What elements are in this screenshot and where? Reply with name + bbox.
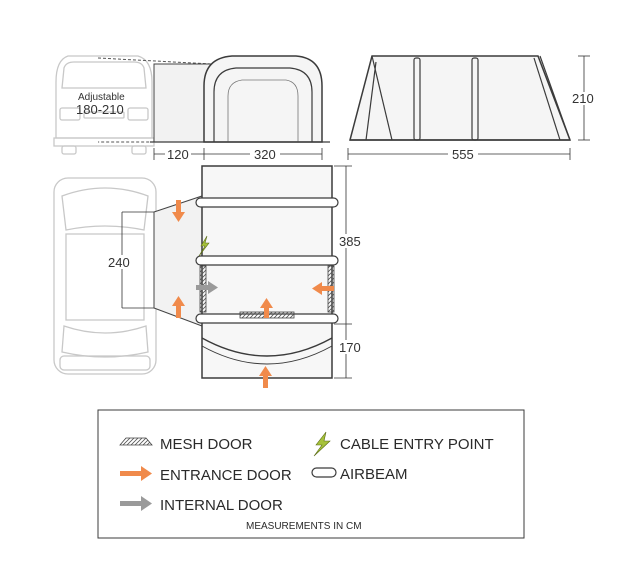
dim-120-label: 120: [167, 147, 189, 162]
plan-view: [54, 166, 364, 388]
dim-385-label: 385: [339, 234, 361, 249]
dim-555-label: 555: [452, 147, 474, 162]
legend-mesh-door: MESH DOOR: [160, 436, 253, 453]
legend-note: MEASUREMENTS IN CM: [246, 521, 362, 532]
van-top: [54, 178, 156, 374]
airbeam-upper: [196, 256, 338, 265]
dim-210-label: 210: [572, 91, 594, 106]
side-view: [348, 56, 598, 162]
legend: [98, 410, 524, 538]
dim-240-label: 240: [108, 255, 130, 270]
adjustable-label: Adjustable: [78, 92, 125, 103]
adjustable-value: 180-210: [76, 102, 124, 117]
dim-320-label: 320: [254, 147, 276, 162]
front-view: [54, 56, 330, 162]
dim-170-label: 170: [339, 340, 361, 355]
legend-internal-door: INTERNAL DOOR: [160, 497, 283, 514]
legend-airbeam: AIRBEAM: [340, 466, 408, 483]
legend-cable-entry: CABLE ENTRY POINT: [340, 436, 494, 453]
mesh-door-icon: [120, 438, 152, 445]
tent-front-outline: [204, 56, 322, 142]
airbeam-icon: [312, 468, 336, 477]
legend-entrance-door: ENTRANCE DOOR: [160, 467, 292, 484]
airbeam-top: [196, 198, 338, 207]
